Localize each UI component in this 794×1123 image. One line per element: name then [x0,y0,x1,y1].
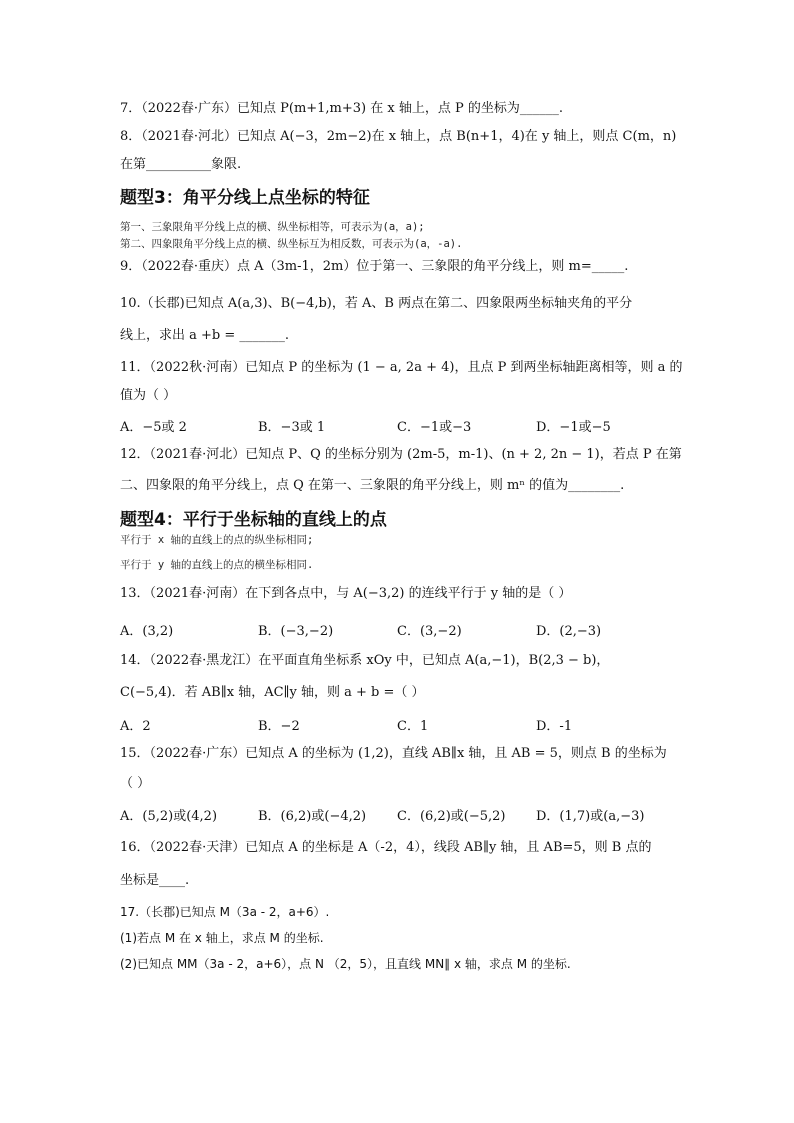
question-15-line-2: （ ） [120,776,151,791]
question-11-options [120,416,680,434]
question-13-options [120,620,680,638]
section-4-note-1: 平行于 x 轴的直线上的点的纵坐标相同; [120,534,314,546]
question-15-options [120,805,680,823]
option-d: D．-1 [536,719,573,734]
option-d: D．(2,−3) [536,624,602,639]
section-3-note-1: 第一、三象限角平分线上点的横、纵坐标相等，可表示为(a，a); [120,221,425,233]
question-11-line-1: 11．（2022秋·河南）已知点 P 的坐标为 (1 − a, 2a + 4)，且点 P 到两坐标轴距离相等，则 a 的 [120,360,683,375]
question-17-part-2: (2)已知点 MM（3a - 2，a+6），点 N （2，5），且直线 MN∥ x 轴，求点 M 的坐标. [120,957,571,971]
option-c: C．(3,−2) [397,624,462,639]
question-15-line-1: 15．（2022春·广东）已知点 A 的坐标为 (1,2)，直线 AB∥x 轴，且 AB = 5，则点 B 的坐标为 [120,746,667,761]
option-a: A．2 [120,719,151,734]
question-14-line-2: C(−5,4)．若 AB∥x 轴，AC∥y 轴，则 a + b =（ ） [120,685,425,700]
option-a: A．(3,2) [120,624,174,639]
question-9: 9．（2022春·重庆）点 A（3m-1，2m）位于第一、三象限的角平分线上，则 m=_____. [120,259,629,274]
section-4-heading: 题型4：平行于坐标轴的直线上的点 [120,510,387,530]
option-c: C．−1或−3 [397,420,472,435]
option-b: B．(−3,−2) [258,624,334,639]
question-8-line-2: 在第__________象限. [120,157,242,172]
section-4-note-2: 平行于 y 轴的直线上的点的横坐标相同. [120,559,314,571]
option-c: C．1 [397,719,429,734]
question-14-options [120,715,680,733]
question-12-line-2: 二、四象限的角平分线上，点 Q 在第一、三象限的角平分线上，则 mⁿ 的值为________. [120,478,625,493]
option-d: D．−1或−5 [536,420,611,435]
option-c: C．(6,2)或(−5,2) [397,809,506,824]
question-17: 17.（长郡)已知点 M（3a - 2，a+6）. [120,905,330,919]
option-a: A．(5,2)或(4,2) [120,809,218,824]
option-b: B．−3或 1 [258,420,326,435]
question-16-line-1: 16．（2022春·天津）已知点 A 的坐标是 A（-2，4），线段 AB∥y 轴，且 AB=5，则 B 点的 [120,840,652,855]
question-10-line-1: 10.（长郡)已知点 A(a,3)、B(−4,b)，若 A、B 两点在第二、四象限两坐标轴夹角的平分 [120,296,633,311]
section-3-note-2: 第二、四象限角平分线上点的横、纵坐标互为相反数，可表示为(a，-a). [120,238,463,250]
question-7: 7．（2022春·广东）已知点 P(m+1,m+3) 在 x 轴上，点 P 的坐标为______. [120,101,563,116]
question-14-line-1: 14．（2022春·黑龙江）在平面直角坐标系 xOy 中，已知点 A(a,−1)，B(2,3 − b)， [120,653,610,668]
option-b: B．(6,2)或(−4,2) [258,809,367,824]
question-13: 13．（2021春·河南）在下到各点中，与 A(−3,2) 的连线平行于 y 轴的是（ ） [120,586,572,601]
question-8-line-1: 8．（2021春·河北）已知点 A(−3，2m−2)在 x 轴上，点 B(n+1，4)在 y 轴上，则点 C(m，n) [120,129,677,144]
option-d: D．(1,7)或(a,−3) [536,809,645,824]
option-a: A．−5或 2 [120,420,187,435]
question-11-line-2: 值为（ ） [120,388,177,403]
question-16-line-2: 坐标是____. [120,873,190,888]
question-17-part-1: (1)若点 M 在 x 轴上，求点 M 的坐标. [120,931,324,945]
question-12-line-1: 12．（2021春·河北）已知点 P、Q 的坐标分别为 (2m-5，m-1)、(n + 2, 2n − 1)，若点 P 在第 [120,447,682,462]
section-3-heading: 题型3：角平分线上点坐标的特征 [120,188,370,208]
option-b: B．−2 [258,719,300,734]
question-10-line-2: 线上，求出 a +b = _______. [120,328,290,343]
